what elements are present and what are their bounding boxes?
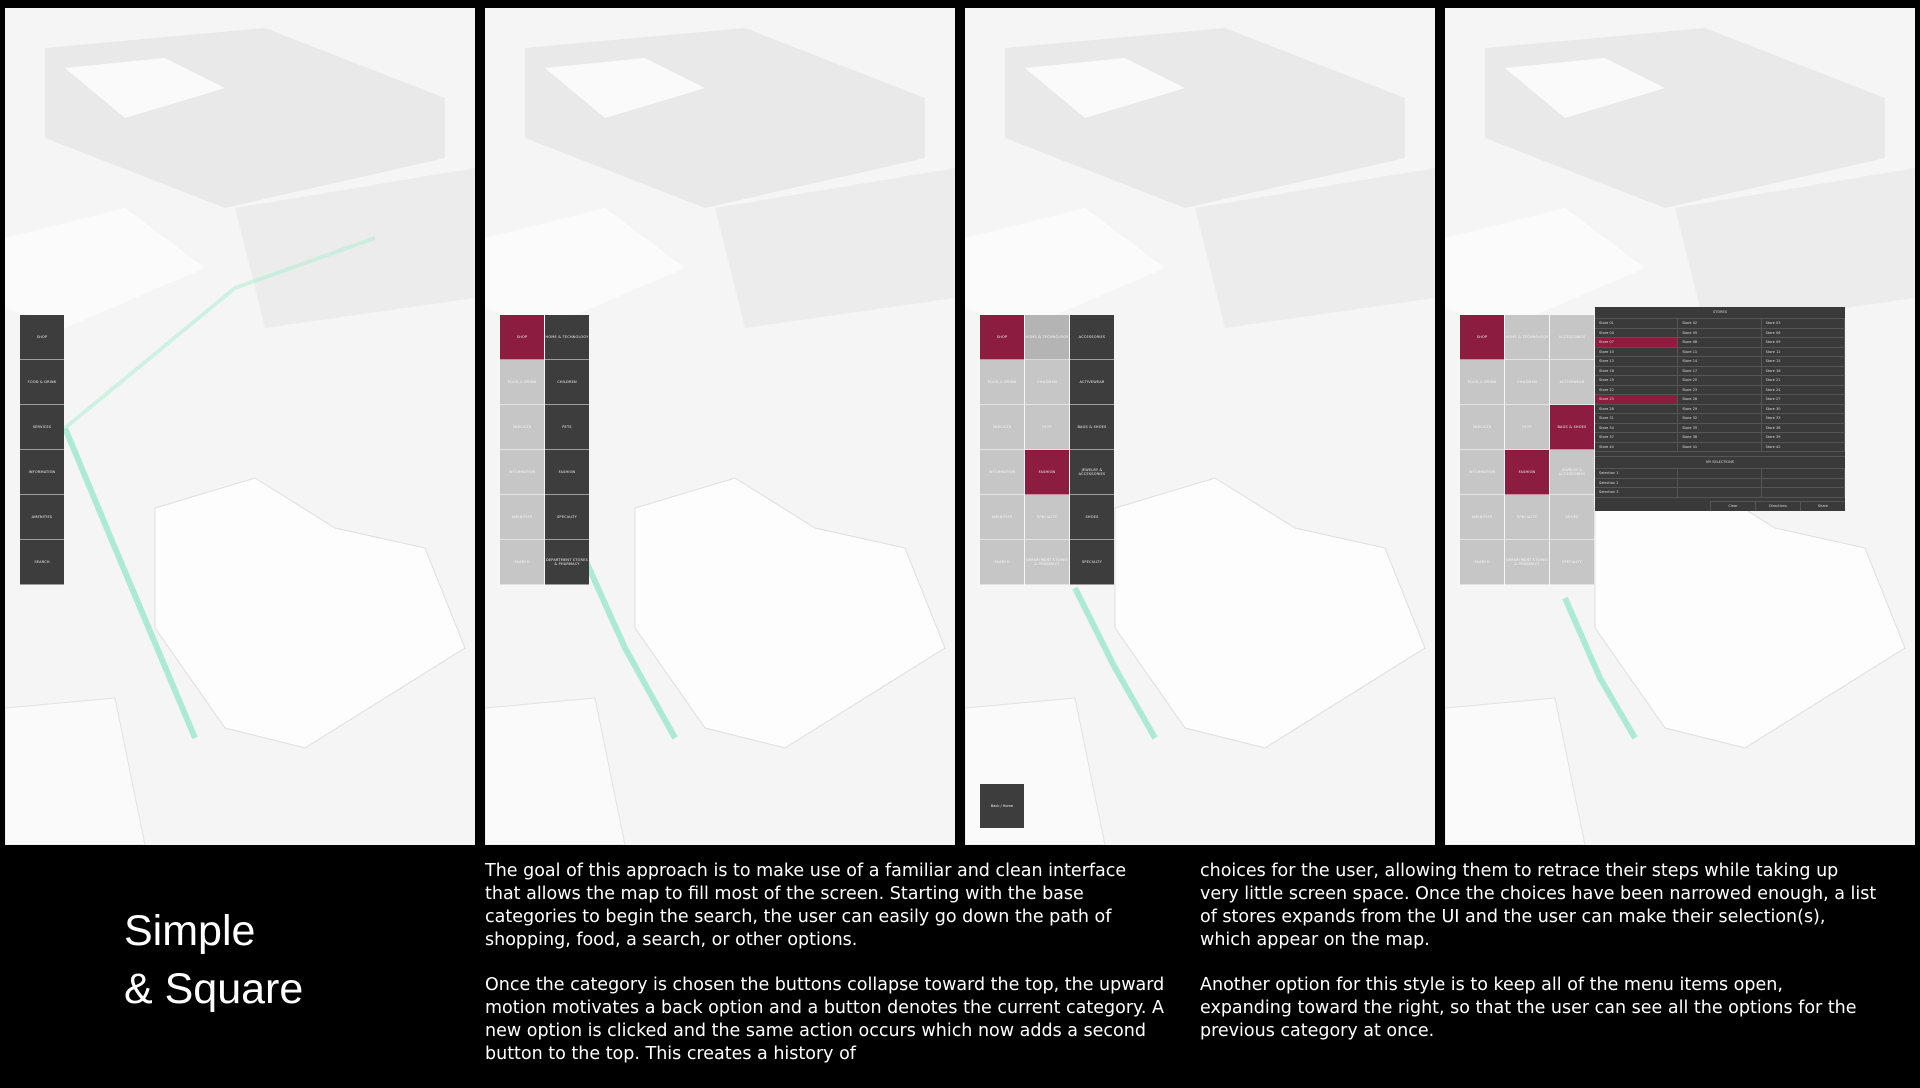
menu-accessories[interactable]: ACCESSORIES (1070, 315, 1114, 360)
menu-department-stores[interactable]: DEPARTMENT STORES & PHARMACY (1025, 540, 1069, 585)
menu-services[interactable]: SERVICES (20, 405, 64, 450)
menu-search[interactable]: SEARCH (980, 540, 1024, 585)
description-column-2 (1200, 860, 1880, 1065)
menu-accessories[interactable]: ACCESSORIES (1550, 315, 1594, 360)
menu-information[interactable]: INFORMATION (980, 450, 1024, 495)
title-line-1: Simple (124, 907, 256, 955)
base-menu-column (20, 315, 64, 585)
menu-bags-shoes[interactable]: BAGS & SHOES (1070, 405, 1114, 450)
store-item[interactable]: Store 40 (1595, 443, 1678, 453)
menu-children[interactable]: CHILDREN (1025, 360, 1069, 405)
menu-shoes[interactable]: SHOES (1070, 495, 1114, 540)
store-item[interactable]: Store 41 (1678, 443, 1761, 453)
store-item[interactable]: Store 27 (1762, 395, 1845, 405)
store-item[interactable]: Store 31 (1595, 414, 1678, 424)
store-item[interactable]: Store 34 (1595, 424, 1678, 434)
shop-menu-column (1025, 315, 1069, 585)
description-paragraph: Another option for this style is to keep all of the menu items open, expanding toward the right, so that the user can see all the options for the previous category at once. (1200, 975, 1857, 1041)
screen-store-list (1445, 8, 1915, 845)
store-item[interactable]: Store 08 (1678, 338, 1761, 348)
store-item[interactable]: Store 23 (1678, 386, 1761, 396)
menu-fashion[interactable]: FASHION (1505, 450, 1549, 495)
menu-pets[interactable]: PETS (1025, 405, 1069, 450)
my-selections-list (1595, 469, 1845, 498)
store-item[interactable]: Store 16 (1595, 367, 1678, 377)
menu-specialty[interactable]: SPECIALTY (1070, 540, 1114, 585)
store-item[interactable]: Store 10 (1595, 348, 1678, 358)
menu-shoes[interactable]: SHOES (1550, 495, 1594, 540)
base-menu-column (1460, 315, 1504, 585)
store-item[interactable]: Store 33 (1762, 414, 1845, 424)
store-item[interactable]: Store 17 (1678, 367, 1761, 377)
menu-home-technology[interactable]: HOME & TECHNOLOGY (1025, 315, 1069, 360)
store-list (1595, 319, 1845, 452)
store-item[interactable]: Store 07 (1595, 338, 1678, 348)
store-item[interactable]: Store 15 (1762, 357, 1845, 367)
store-item[interactable]: Store 13 (1595, 357, 1678, 367)
store-item[interactable]: Store 04 (1595, 329, 1678, 339)
menu-pets[interactable]: PETS (545, 405, 589, 450)
menu-fashion[interactable]: FASHION (1025, 450, 1069, 495)
screen-base-menu (5, 8, 475, 845)
clear-button[interactable]: Clear (1710, 501, 1755, 511)
menu-fashion[interactable]: FASHION (545, 450, 589, 495)
store-item[interactable]: Store 37 (1595, 433, 1678, 443)
menu-amenities[interactable]: AMENITIES (1460, 495, 1504, 540)
menu-search[interactable]: SEARCH (500, 540, 544, 585)
store-item[interactable]: Store 30 (1762, 405, 1845, 415)
menu-search[interactable]: SEARCH (1460, 540, 1504, 585)
menu-search[interactable]: SEARCH (20, 540, 64, 585)
menu-shop[interactable]: SHOP (1460, 315, 1504, 360)
store-item[interactable]: Store 21 (1762, 376, 1845, 386)
menu-jewelry[interactable]: JEWELRY & ACCESSORIES (1070, 450, 1114, 495)
menu-food-drink[interactable]: FOOD & DRINK (500, 360, 544, 405)
menu-amenities[interactable]: AMENITIES (980, 495, 1024, 540)
store-item[interactable]: Store 36 (1762, 424, 1845, 434)
screen-fashion-selected (965, 8, 1435, 845)
menu-amenities[interactable]: AMENITIES (20, 495, 64, 540)
selection-item[interactable] (1762, 469, 1845, 479)
menu-shop[interactable]: SHOP (980, 315, 1024, 360)
menu-food-drink[interactable]: FOOD & DRINK (980, 360, 1024, 405)
menu-children[interactable]: CHILDREN (1505, 360, 1549, 405)
menu-jewelry[interactable]: JEWELRY & ACCESSORIES (1550, 450, 1594, 495)
selection-item[interactable] (1762, 488, 1845, 498)
menu-amenities[interactable]: AMENITIES (500, 495, 544, 540)
fashion-menu-column (1550, 315, 1594, 585)
menu-information[interactable]: INFORMATION (500, 450, 544, 495)
store-item[interactable]: Store 32 (1678, 414, 1761, 424)
description-paragraph: Once the category is chosen the buttons collapse toward the top, the upward motion motivates a back option and a button denotes the current category. A new option is clicked and the same action occurs which now adds a second button to the top. This creates a history of (485, 975, 1165, 1064)
page-title (124, 902, 303, 1018)
directions-button[interactable]: Directions (1755, 501, 1800, 511)
store-item[interactable]: Store 26 (1678, 395, 1761, 405)
menu-services[interactable]: SERVICES (1460, 405, 1504, 450)
selection-item[interactable] (1678, 479, 1761, 489)
store-item[interactable]: Store 02 (1678, 319, 1761, 329)
description-paragraph: choices for the user, allowing them to retrace their steps while taking up very little screen space. Once the choices have been narrowed enough, a list of stores expands from the UI and the user can make their selection(s), which appear on the map. (1200, 861, 1877, 950)
store-item[interactable]: Store 39 (1762, 433, 1845, 443)
share-button[interactable]: Share (1800, 501, 1845, 511)
description-column-1 (485, 860, 1165, 1088)
my-selections-title: MY SELECTIONS (1595, 456, 1845, 469)
selection-item[interactable]: Selection 3 (1595, 488, 1678, 498)
menu-home-technology[interactable]: HOME & TECHNOLOGY (545, 315, 589, 360)
menu-shop[interactable]: SHOP (20, 315, 64, 360)
store-item[interactable]: Store 25 (1595, 395, 1678, 405)
stores-title: STORES (1595, 307, 1845, 319)
menu-bags-shoes[interactable]: BAGS & SHOES (1550, 405, 1594, 450)
selection-item[interactable] (1762, 479, 1845, 489)
description-paragraph: The goal of this approach is to make use of a familiar and clean interface that allows the map to fill most of the screen. Starting with the base categories to begin the search, the user can easily go down the path of shopping, food, a search, or other options. (485, 861, 1127, 950)
menu-information[interactable]: INFORMATION (1460, 450, 1504, 495)
menu-specialty[interactable]: SPECIALTY (1550, 540, 1594, 585)
stores-panel (1595, 307, 1845, 511)
menu-information[interactable]: INFORMATION (20, 450, 64, 495)
menu-activewear[interactable]: ACTIVEWEAR (1070, 360, 1114, 405)
title-line-2: & Square (124, 965, 304, 1013)
store-item[interactable]: Store 14 (1678, 357, 1761, 367)
shop-menu-column (1505, 315, 1549, 585)
menu-department-stores[interactable]: DEPARTMENT STORES & PHARMACY (1505, 540, 1549, 585)
store-item[interactable]: Store 29 (1678, 405, 1761, 415)
store-item[interactable]: Store 03 (1762, 319, 1845, 329)
store-item[interactable]: Store 35 (1678, 424, 1761, 434)
store-item[interactable]: Store 05 (1678, 329, 1761, 339)
menu-specialty[interactable]: SPECIALTY (545, 495, 589, 540)
menu-services[interactable]: SERVICES (500, 405, 544, 450)
menu-services[interactable]: SERVICES (980, 405, 1024, 450)
selection-item[interactable]: Selection 2 (1595, 479, 1678, 489)
store-item[interactable]: Store 38 (1678, 433, 1761, 443)
store-item[interactable]: Store 20 (1678, 376, 1761, 386)
store-item[interactable]: Store 22 (1595, 386, 1678, 396)
menu-shop[interactable]: SHOP (500, 315, 544, 360)
menu-department-stores[interactable]: DEPARTMENT STORES & PHARMACY (545, 540, 589, 585)
back-button[interactable]: Back / Home (980, 784, 1024, 828)
store-item[interactable]: Store 11 (1678, 348, 1761, 358)
shop-menu-column (545, 315, 589, 585)
menu-pets[interactable]: PETS (1505, 405, 1549, 450)
menu-activewear[interactable]: ACTIVEWEAR (1550, 360, 1594, 405)
menu-specialty[interactable]: SPECIALTY (1505, 495, 1549, 540)
store-item[interactable]: Store 12 (1762, 348, 1845, 358)
store-item[interactable]: Store 42 (1762, 443, 1845, 453)
selection-item[interactable] (1678, 488, 1761, 498)
store-item[interactable]: Store 09 (1762, 338, 1845, 348)
fashion-menu-column (1070, 315, 1114, 585)
store-item[interactable]: Store 28 (1595, 405, 1678, 415)
store-item[interactable]: Store 19 (1595, 376, 1678, 386)
store-item[interactable]: Store 06 (1762, 329, 1845, 339)
selection-item[interactable] (1678, 469, 1761, 479)
store-item[interactable]: Store 24 (1762, 386, 1845, 396)
map-view[interactable] (5, 8, 475, 845)
menu-food-drink[interactable]: FOOD & DRINK (1460, 360, 1504, 405)
screen-shop-selected (485, 8, 955, 845)
store-item[interactable]: Store 01 (1595, 319, 1678, 329)
menu-specialty[interactable]: SPECIALTY (1025, 495, 1069, 540)
store-item[interactable]: Store 18 (1762, 367, 1845, 377)
stores-actions (1710, 501, 1845, 511)
menu-children[interactable]: CHILDREN (545, 360, 589, 405)
menu-food-drink[interactable]: FOOD & DRINK (20, 360, 64, 405)
menu-home-technology[interactable]: HOME & TECHNOLOGY (1505, 315, 1549, 360)
selection-item[interactable]: Selection 1 (1595, 469, 1678, 479)
base-menu-column (980, 315, 1024, 585)
base-menu-column (500, 315, 544, 585)
